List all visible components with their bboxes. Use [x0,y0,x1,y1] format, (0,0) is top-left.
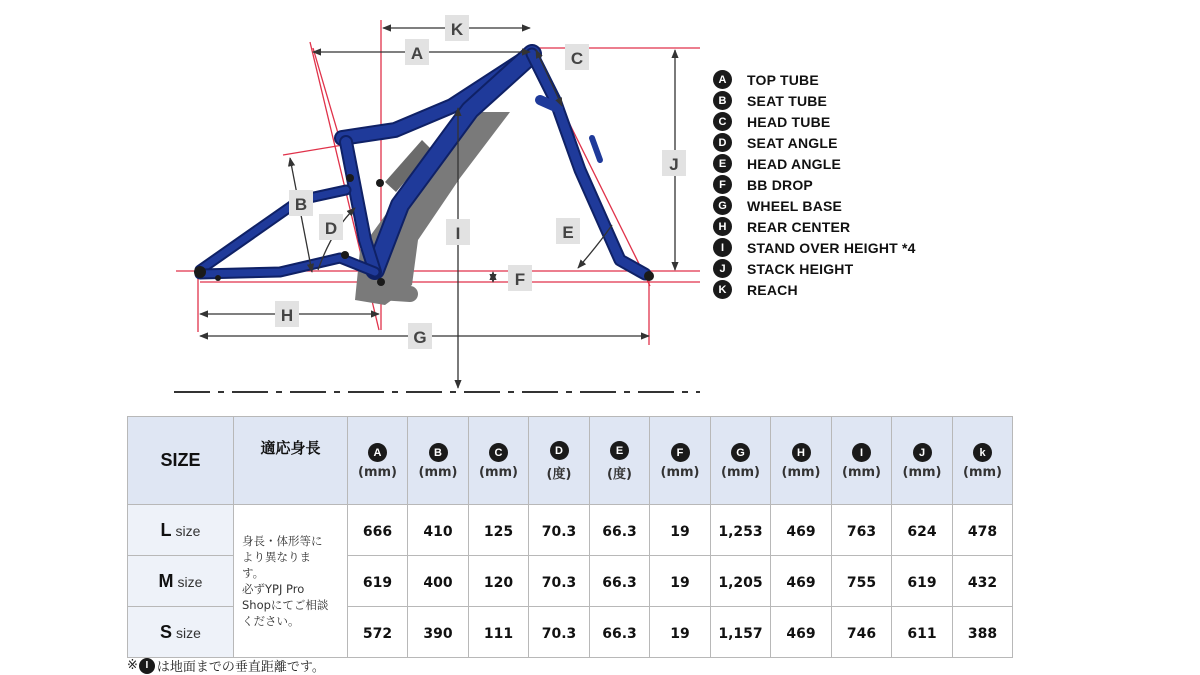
size-cell: L size [128,505,234,556]
value-cell: 432 [953,556,1013,607]
legend-item [713,174,916,195]
value-cell: 469 [771,505,832,556]
value-cell: 611 [892,607,953,658]
value-cell: 478 [953,505,1013,556]
svg-text:B: B [294,195,308,214]
dim-label-i [446,219,470,245]
value-cell: 624 [892,505,953,556]
geometry-legend [713,69,916,300]
column-header: F (mm) [650,417,711,505]
legend-letter-badge: K [713,280,732,299]
legend-item [713,69,916,90]
column-header: A (mm) [348,417,408,505]
bike-geometry-diagram [160,10,720,400]
value-cell: 469 [771,556,832,607]
svg-text:G: G [413,328,427,347]
legend-letter-badge: F [713,175,732,194]
svg-text:F: F [514,270,526,289]
table-row [128,505,1013,556]
legend-item [713,237,916,258]
dimension-labels [275,15,686,349]
legend-item [713,111,916,132]
footnote-letter-badge: I [139,658,155,674]
svg-text:A: A [410,44,424,63]
column-header: I (mm) [832,417,892,505]
legend-label: BB DROP [747,176,813,193]
value-cell: 755 [832,556,892,607]
dim-label-e [556,218,580,244]
value-cell: 1,253 [711,505,771,556]
value-cell: 619 [892,556,953,607]
legend-item [713,132,916,153]
value-cell: 746 [832,607,892,658]
legend-label: HEAD ANGLE [747,155,842,172]
value-cell: 19 [650,505,711,556]
svg-text:C: C [570,49,584,68]
legend-item [713,195,916,216]
legend-label: HEAD TUBE [747,113,831,130]
value-cell: 111 [469,607,529,658]
size-cell: S size [128,607,234,658]
size-header: SIZE [128,417,234,505]
legend-letter-badge: E [713,154,732,173]
dim-label-b [289,190,313,216]
value-cell: 469 [771,607,832,658]
geometry-table [127,416,1013,658]
height-header: 適応身長 [234,417,348,505]
value-cell: 66.3 [590,505,650,556]
bike-frame [200,54,645,294]
footnote-text: は地面までの垂直距離です。 [156,660,325,675]
dim-label-j [662,150,686,176]
value-cell: 70.3 [529,556,590,607]
value-cell: 1,205 [711,556,771,607]
dim-label-a [405,39,429,65]
svg-text:J: J [669,155,679,174]
column-header: B (mm) [408,417,469,505]
svg-text:E: E [562,223,574,242]
value-cell: 19 [650,607,711,658]
value-cell: 388 [953,607,1013,658]
legend-letter-badge: I [713,238,732,257]
legend-label: REAR CENTER [747,218,851,235]
column-header: H (mm) [771,417,832,505]
legend-item [713,90,916,111]
legend-letter-badge: G [713,196,732,215]
value-cell: 400 [408,556,469,607]
legend-item [713,279,916,300]
value-cell: 572 [348,607,408,658]
column-header: C (mm) [469,417,529,505]
height-note: 身長・体形等に より異なりま す。 必ずYPJ Pro Shopにてご相談 ください。 [234,505,348,658]
legend-label: SEAT ANGLE [747,134,838,151]
dim-label-c [565,44,589,70]
legend-label: REACH [747,281,798,298]
value-cell: 1,157 [711,607,771,658]
dim-label-f [508,265,532,291]
svg-text:K: K [450,20,464,39]
value-cell: 390 [408,607,469,658]
legend-letter-badge: A [713,70,732,89]
footnote-mark: ※ [127,658,138,673]
svg-text:I: I [455,224,461,243]
legend-letter-badge: J [713,259,732,278]
value-cell: 66.3 [590,556,650,607]
column-header: G (mm) [711,417,771,505]
footnote [127,656,325,675]
column-header: D (度) [529,417,590,505]
value-cell: 666 [348,505,408,556]
table-header-row [128,417,1013,505]
legend-label: STAND OVER HEIGHT *4 [747,239,916,256]
legend-letter-badge: B [713,91,732,110]
legend-item [713,216,916,237]
column-header: E (度) [590,417,650,505]
value-cell: 619 [348,556,408,607]
value-cell: 410 [408,505,469,556]
legend-item [713,258,916,279]
column-header: k (mm) [953,417,1013,505]
value-cell: 70.3 [529,607,590,658]
value-cell: 763 [832,505,892,556]
value-cell: 125 [469,505,529,556]
legend-label: TOP TUBE [747,71,819,88]
size-cell: M size [128,556,234,607]
dim-label-h [275,301,299,327]
dim-label-d [319,214,343,240]
value-cell: 19 [650,556,711,607]
legend-letter-badge: D [713,133,732,152]
svg-text:H: H [280,306,294,325]
column-header: J (mm) [892,417,953,505]
value-cell: 66.3 [590,607,650,658]
value-cell: 70.3 [529,505,590,556]
legend-letter-badge: C [713,112,732,131]
dim-label-k [445,15,469,41]
legend-label: SEAT TUBE [747,92,828,109]
legend-label: WHEEL BASE [747,197,843,214]
value-cell: 120 [469,556,529,607]
legend-label: STACK HEIGHT [747,260,854,277]
legend-letter-badge: H [713,217,732,236]
legend-item [713,153,916,174]
dim-label-g [408,323,432,349]
svg-text:D: D [324,219,338,238]
